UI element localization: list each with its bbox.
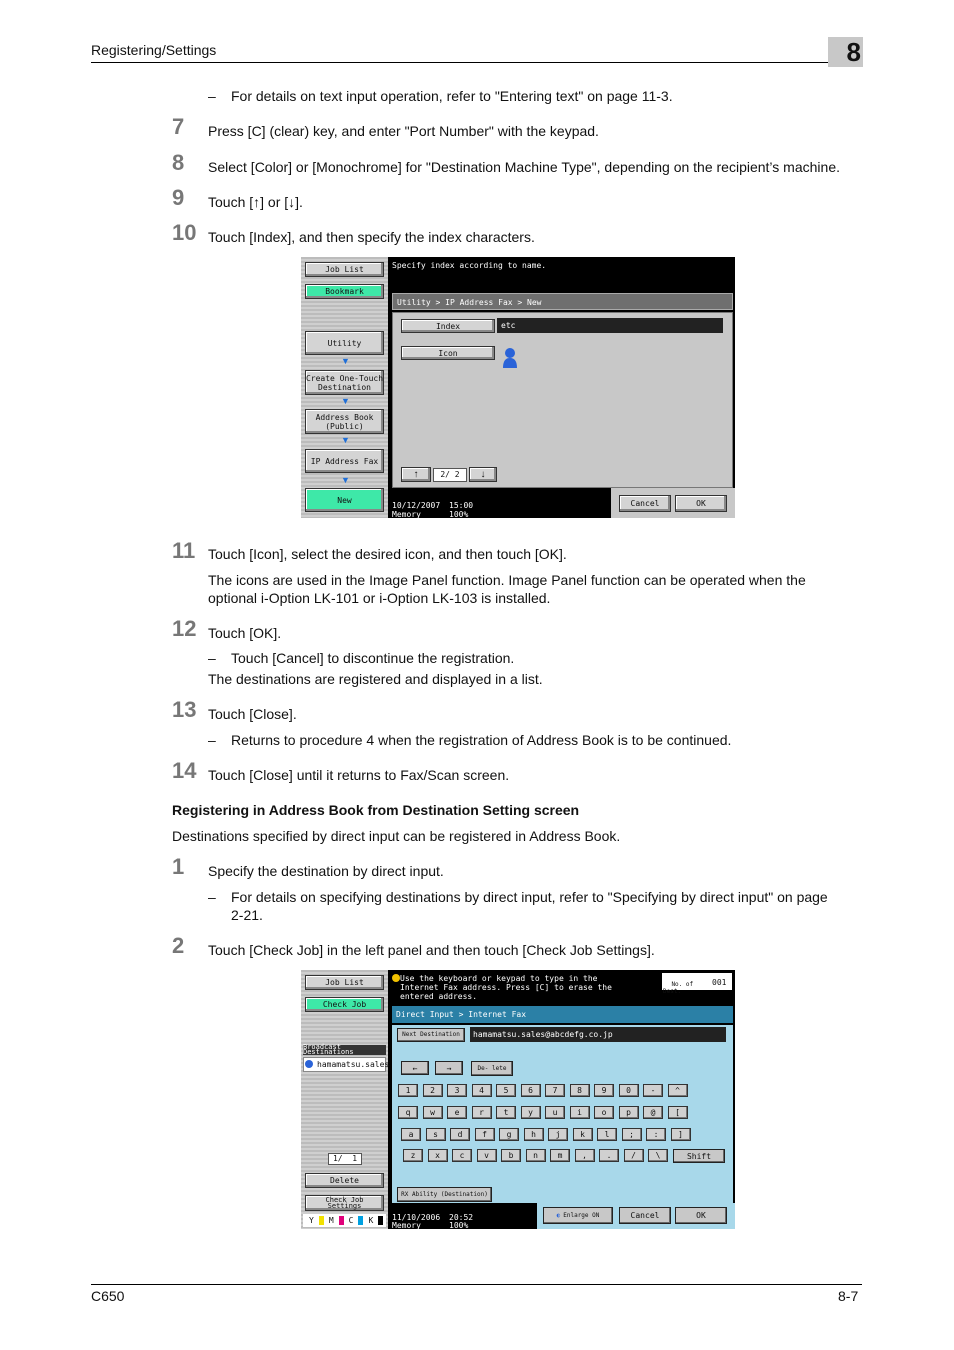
keyboard-key[interactable]: 5: [496, 1084, 516, 1097]
step-number: 7: [172, 114, 185, 139]
keyboard-key[interactable]: e: [447, 1106, 467, 1119]
keyboard-key[interactable]: g: [499, 1128, 519, 1141]
new-button[interactable]: New: [305, 488, 384, 512]
index-button[interactable]: Index: [401, 319, 495, 333]
down-arrow-icon: ▼: [341, 396, 350, 406]
keyboard-key[interactable]: c: [452, 1149, 472, 1162]
footer-model: C650: [91, 1288, 125, 1304]
dash-marker: –: [208, 732, 216, 748]
step-number: 13: [172, 697, 197, 722]
toner-indicator: [303, 1214, 386, 1227]
ip-address-fax-button[interactable]: IP Address Fax: [305, 449, 384, 473]
destination-entry-text: hamamatsu.sales: [317, 1060, 390, 1069]
keyboard-key[interactable]: n: [526, 1149, 546, 1162]
create-one-touch-button[interactable]: Create One-Touch Destination: [305, 370, 384, 395]
running-header: Registering/Settings: [91, 42, 217, 58]
header-rule: [91, 62, 862, 63]
keyboard-key[interactable]: h: [524, 1128, 544, 1141]
footer-rule: [91, 1284, 862, 1285]
time-text: 20:52: [449, 1213, 474, 1222]
keyboard-key[interactable]: k: [573, 1128, 593, 1141]
page-indicator: 1/ 1: [328, 1153, 362, 1165]
keyboard-key[interactable]: i: [570, 1106, 590, 1119]
dash-marker: –: [208, 88, 216, 104]
keyboard-key[interactable]: o: [594, 1106, 614, 1119]
index-field[interactable]: etc: [497, 318, 723, 333]
keyboard-key[interactable]: -: [643, 1084, 663, 1097]
keyboard-key[interactable]: f: [475, 1128, 495, 1141]
step-text: Touch [OK].: [208, 625, 282, 641]
check-job-button[interactable]: Check Job: [305, 997, 384, 1012]
keyboard-key[interactable]: a: [401, 1128, 421, 1141]
breadcrumb: Utility > IP Address Fax > New: [392, 293, 733, 310]
keyboard-key[interactable]: ;: [622, 1128, 642, 1141]
direct-input-screen: [301, 970, 735, 1229]
keyboard-key[interactable]: t: [496, 1106, 516, 1119]
dest-count-label: No. of Dest.: [663, 981, 694, 995]
keyboard-key[interactable]: q: [398, 1106, 418, 1119]
check-job-settings-button[interactable]: Check Job Settings: [305, 1195, 384, 1211]
dash-marker: –: [208, 650, 216, 666]
keyboard-key[interactable]: /: [624, 1149, 644, 1162]
next-destination-button[interactable]: Next Destination: [397, 1028, 465, 1042]
toner-yellow-bar: [319, 1216, 324, 1225]
toner-black-bar: [378, 1216, 383, 1225]
keyboard-key[interactable]: 8: [570, 1084, 590, 1097]
shift-key[interactable]: Shift: [673, 1149, 725, 1163]
step-text: Touch [Check Job] in the left panel and then touch [Check Job Settings].: [208, 942, 655, 958]
step-text: Touch [Close] until it returns to Fax/Scan screen.: [208, 767, 510, 783]
keyboard-key[interactable]: u: [545, 1106, 565, 1119]
bookmark-button[interactable]: Bookmark: [305, 284, 384, 299]
keyboard-key[interactable]: 1: [398, 1084, 418, 1097]
delete-key[interactable]: De- lete: [471, 1061, 513, 1076]
keyboard-key[interactable]: 0: [619, 1084, 639, 1097]
step-text: Touch [Cancel] to discontinue the registration.: [231, 650, 515, 666]
page-indicator: 2/ 2: [433, 468, 467, 482]
toner-m-label: M: [328, 1216, 334, 1225]
keyboard-key[interactable]: 7: [545, 1084, 565, 1097]
keyboard-key[interactable]: d: [450, 1128, 470, 1141]
utility-button[interactable]: Utility: [305, 331, 384, 355]
step-number: 10: [172, 220, 197, 245]
dash-marker: –: [208, 889, 216, 905]
page-down-arrow-icon[interactable]: ↓: [469, 467, 497, 482]
section-intro: Destinations specified by direct input can be registered in Address Book.: [172, 828, 621, 844]
icon-button[interactable]: Icon: [401, 346, 495, 360]
down-arrow-icon: ▼: [341, 475, 350, 485]
ok-button[interactable]: OK: [675, 1207, 727, 1224]
keyboard-key[interactable]: ]: [671, 1128, 691, 1141]
keyboard-key[interactable]: 4: [472, 1084, 492, 1097]
message-text: Specify index according to name.: [392, 261, 547, 270]
keyboard-key[interactable]: @: [643, 1106, 663, 1119]
broadcast-label: Broadcast Destinations: [303, 1045, 386, 1055]
step-number: 11: [172, 538, 196, 563]
keyboard-key[interactable]: 6: [521, 1084, 541, 1097]
memory-label: Memory: [392, 510, 421, 518]
cancel-button[interactable]: Cancel: [619, 1207, 671, 1224]
cursor-left-arrow-icon[interactable]: ←: [401, 1061, 429, 1075]
keyboard-key[interactable]: ^: [668, 1084, 688, 1097]
toner-k-label: K: [368, 1216, 374, 1225]
job-list-button[interactable]: Job List: [305, 975, 384, 990]
memory-label: Memory: [392, 1221, 421, 1229]
chapter-number: 8: [828, 37, 863, 67]
step-text: Touch [Icon], select the desired icon, and then touch [OK].: [208, 546, 567, 562]
address-field[interactable]: hamamatsu.sales@abcdefg.co.jp: [470, 1027, 726, 1042]
keyboard-key[interactable]: l: [597, 1128, 617, 1141]
down-arrow-icon: ▼: [341, 356, 350, 366]
keyboard-key[interactable]: [: [668, 1106, 688, 1119]
section-heading: Registering in Address Book from Destination Setting screen: [172, 802, 580, 818]
keyboard-key[interactable]: v: [477, 1149, 497, 1162]
step-number: 8: [172, 150, 185, 175]
keyboard-key[interactable]: p: [619, 1106, 639, 1119]
keyboard-key[interactable]: :: [646, 1128, 666, 1141]
dest-count-box: [662, 973, 732, 995]
toner-y-label: Y: [309, 1216, 314, 1225]
step-number: 12: [172, 616, 197, 641]
person-icon: [502, 347, 518, 374]
date-text: 11/10/2006: [392, 1213, 441, 1222]
rx-ability-button[interactable]: RX Ability (Destination): [397, 1187, 492, 1202]
enlarge-label: Enlarge ON: [563, 1211, 600, 1219]
time-text: 15:00: [449, 501, 474, 510]
memory-value: 100%: [449, 510, 469, 518]
keyboard-key[interactable]: w: [423, 1106, 443, 1119]
step-text: Specify the destination by direct input.: [208, 863, 444, 879]
destination-icon: [305, 1060, 313, 1068]
dest-count-value: 001: [712, 978, 727, 987]
footer-page: 8-7: [838, 1288, 859, 1304]
cursor-right-arrow-icon[interactable]: →: [435, 1061, 463, 1075]
job-list-button[interactable]: Job List: [305, 262, 384, 277]
keyboard-key[interactable]: 3: [447, 1084, 467, 1097]
keyboard-key[interactable]: m: [550, 1149, 570, 1162]
breadcrumb: Direct Input > Internet Fax: [392, 1006, 733, 1023]
keyboard-key[interactable]: j: [548, 1128, 568, 1141]
step-note: The icons are used in the Image Panel function. Image Panel function can be operated when the optional i-Option LK-101 or i-Option LK-103 is installed.: [208, 572, 806, 606]
delete-button[interactable]: Delete: [305, 1173, 384, 1188]
content-area: [392, 312, 733, 488]
step-number: 1: [172, 854, 185, 879]
step-number: 2: [172, 933, 185, 958]
keyboard-key[interactable]: 2: [423, 1084, 443, 1097]
step-text: For details on text input operation, refer to "Entering text" on page 11-3.: [231, 88, 673, 104]
step-number: 9: [172, 185, 185, 210]
info-bulb-icon: [392, 974, 400, 982]
step-text: Select [Color] or [Monochrome] for "Destination Machine Type", depending on the recipient’s machine.: [208, 159, 840, 175]
step-number: 14: [172, 758, 197, 783]
page-up-arrow-icon[interactable]: ↑: [401, 467, 431, 482]
date-text: 10/12/2007: [392, 501, 441, 510]
keyboard-key[interactable]: 9: [594, 1084, 614, 1097]
step-note: The destinations are registered and displayed in a list.: [208, 671, 543, 687]
down-arrow-icon: ▼: [341, 435, 350, 445]
keyboard-key[interactable]: s: [426, 1128, 446, 1141]
step-text: Touch [↑] or [↓].: [208, 194, 303, 210]
keyboard-key[interactable]: y: [521, 1106, 541, 1119]
step-text: Touch [Close].: [208, 706, 297, 722]
cancel-button[interactable]: Cancel: [619, 495, 671, 512]
keyboard-key[interactable]: .: [599, 1149, 619, 1162]
keyboard-key[interactable]: ,: [575, 1149, 595, 1162]
toner-c-label: C: [348, 1216, 354, 1225]
toner-magenta-bar: [339, 1216, 344, 1225]
ok-button[interactable]: OK: [675, 495, 727, 512]
step-text: For details on specifying destinations by direct input, refer to "Specifying by direct input" on page 2-21.: [231, 889, 828, 923]
message-text: Use the keyboard or keypad to type in the Internet Fax address. Press [C] to erase the entered address.: [400, 974, 612, 1001]
memory-value: 100%: [449, 1221, 469, 1229]
enlarge-button[interactable]: [543, 1207, 613, 1224]
keyboard-key[interactable]: b: [501, 1149, 521, 1162]
index-screen: [301, 257, 735, 518]
step-text: Touch [Index], and then specify the index characters.: [208, 229, 535, 245]
step-text: Returns to procedure 4 when the registration of Address Book is to be continued.: [231, 732, 732, 748]
keyboard-key[interactable]: x: [428, 1149, 448, 1162]
toner-cyan-bar: [358, 1216, 363, 1225]
keyboard-key[interactable]: z: [403, 1149, 423, 1162]
keyboard-key[interactable]: \: [648, 1149, 668, 1162]
address-book-button[interactable]: Address Book (Public): [305, 409, 384, 434]
step-text: Press [C] (clear) key, and enter "Port Number" with the keypad.: [208, 123, 599, 139]
enlarge-icon: ◐: [556, 1211, 561, 1219]
keyboard-key[interactable]: r: [472, 1106, 492, 1119]
